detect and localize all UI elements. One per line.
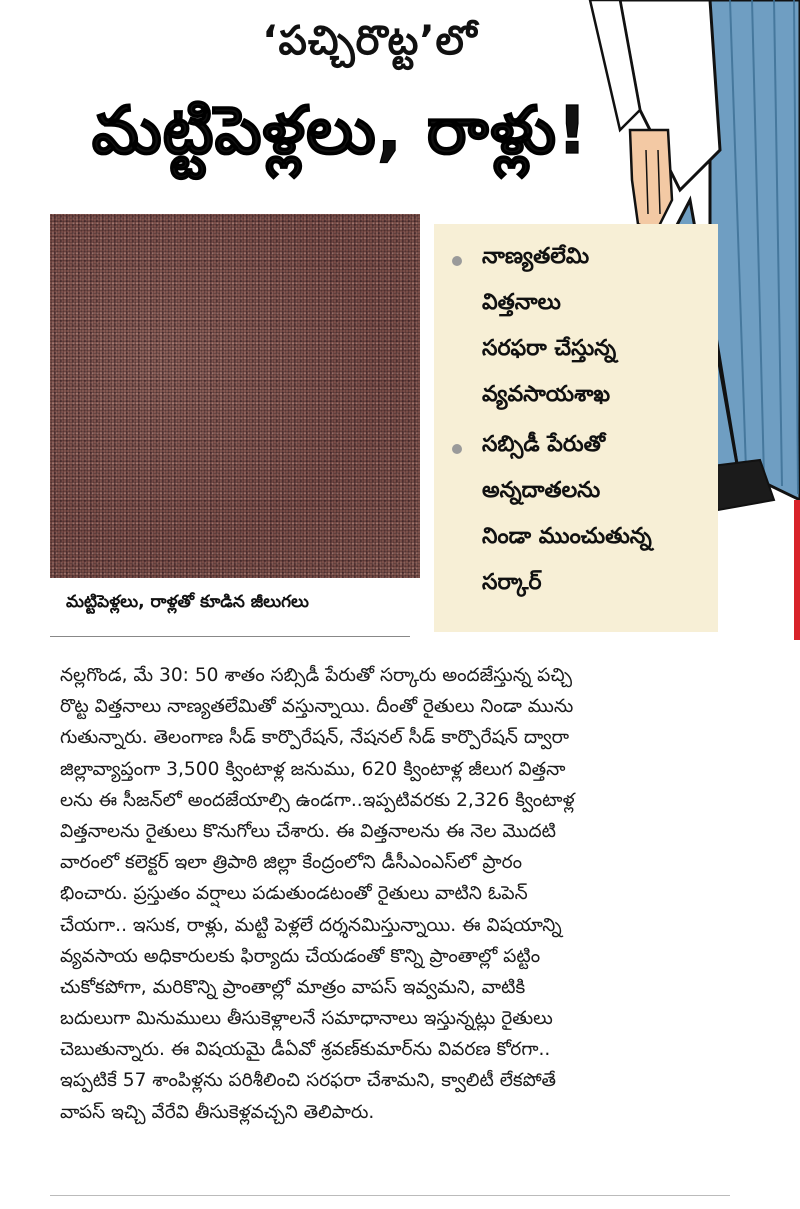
article-line: రొట్ట విత్తనాలు నాణ్యతలేమితో వస్తున్నాయి. దీంతో రైతులు నిండా మును bbox=[60, 696, 574, 718]
highlight-line: నాణ్యతలేమి bbox=[482, 244, 590, 269]
article-line: చెబుతున్నారు. ఈ విషయమై డీఏవో శ్రవణ్‌కుమార్‌ను వివరణ కోరగా.. bbox=[60, 1039, 551, 1061]
headline-title: మట్టిపెళ్లలు, రాళ్లు! bbox=[91, 92, 589, 169]
article-body bbox=[60, 660, 740, 1128]
article-line: భించారు. ప్రస్తుతం వర్షాలు పడుతుండటంతో రైతులు వాటిని ఓపెన్ bbox=[60, 883, 528, 905]
article-line: విత్తనాలను రైతులు కొనుగోలు చేశారు. ఈ విత్తనాలను ఈ నెల మొదటి bbox=[60, 820, 557, 842]
photo-caption: మట్టిపెళ్లలు, రాళ్లతో కూడిన జీలుగలు bbox=[66, 592, 309, 612]
bottom-divider bbox=[50, 1195, 730, 1196]
caption-divider bbox=[50, 636, 410, 637]
article-line: వారంలో కలెక్టర్ ఇలా త్రిపాఠి జిల్లా కేంద్రంలోని డీసీఎంఎస్‌లో ప్రారం bbox=[60, 852, 523, 874]
article-line: ఇప్పటికే 57 శాంపిళ్లను పరిశీలించి సరఫరా చేశామని, క్వాలిటీ లేకపోతే bbox=[60, 1070, 557, 1092]
highlight-line: సబ్సిడీ పేరుతో bbox=[482, 432, 606, 457]
headline-kicker: ‘పచ్చిరొట్ట’లో bbox=[262, 18, 478, 64]
highlight-line: అన్నదాతలను bbox=[482, 478, 601, 503]
article-line: చేయగా.. ఇసుక, రాళ్లు, మట్టి పెళ్లలే దర్శనమిస్తున్నాయి. ఈ విషయాన్ని bbox=[60, 914, 562, 936]
highlight-line: వ్యవసాయశాఖ bbox=[482, 382, 611, 407]
bullet-icon bbox=[452, 444, 462, 454]
article-line: వ్యవసాయ అధికారులకు ఫిర్యాదు చేయడంతో కొన్ని ప్రాంతాల్లో పట్టిం bbox=[60, 945, 541, 967]
article-line: వాపస్ ఇచ్చి వేరేవి తీసుకెళ్లవచ్చని తెలిపారు. bbox=[60, 1101, 375, 1123]
highlight-line: విత్తనాలు bbox=[482, 290, 561, 315]
highlight-line: సర్కార్ bbox=[482, 570, 542, 595]
highlight-line: నిండా ముంచుతున్న bbox=[482, 524, 652, 549]
bullet-icon bbox=[452, 256, 462, 266]
seed-photo bbox=[50, 214, 420, 578]
article-line: చుకోకపోగా, మరికొన్ని ప్రాంతాల్లో మాత్రం వాపస్ ఇవ్వమని, వాటికి bbox=[60, 976, 526, 998]
highlight-box bbox=[434, 224, 718, 632]
article-line: గుతున్నారు. తెలంగాణ సీడ్ కార్పొరేషన్, నేషనల్ సీడ్ కార్పొరేషన్ ద్వారా bbox=[60, 727, 570, 749]
article-line: బదులుగా మినుములు తీసుకెళ్లాలనే సమాధానాలు ఇస్తున్నట్లు రైతులు bbox=[60, 1008, 553, 1030]
article-line: జిల్లావ్యాప్తంగా 3,500 క్వింటాళ్ల జనుము, 620 క్వింటాళ్ల జీలుగ విత్తనా bbox=[60, 758, 566, 780]
highlight-line: సరఫరా చేస్తున్న bbox=[482, 336, 617, 361]
article-line: లను ఈ సీజన్‌లో అందజేయాల్సి ఉండగా..ఇప్పటివరకు 2,326 క్వింటాళ్ల bbox=[60, 789, 575, 811]
article-line: నల్లగొండ, మే 30: 50 శాతం సబ్సిడీ పేరుతో సర్కారు అందజేస్తున్న పచ్చి bbox=[60, 665, 573, 686]
